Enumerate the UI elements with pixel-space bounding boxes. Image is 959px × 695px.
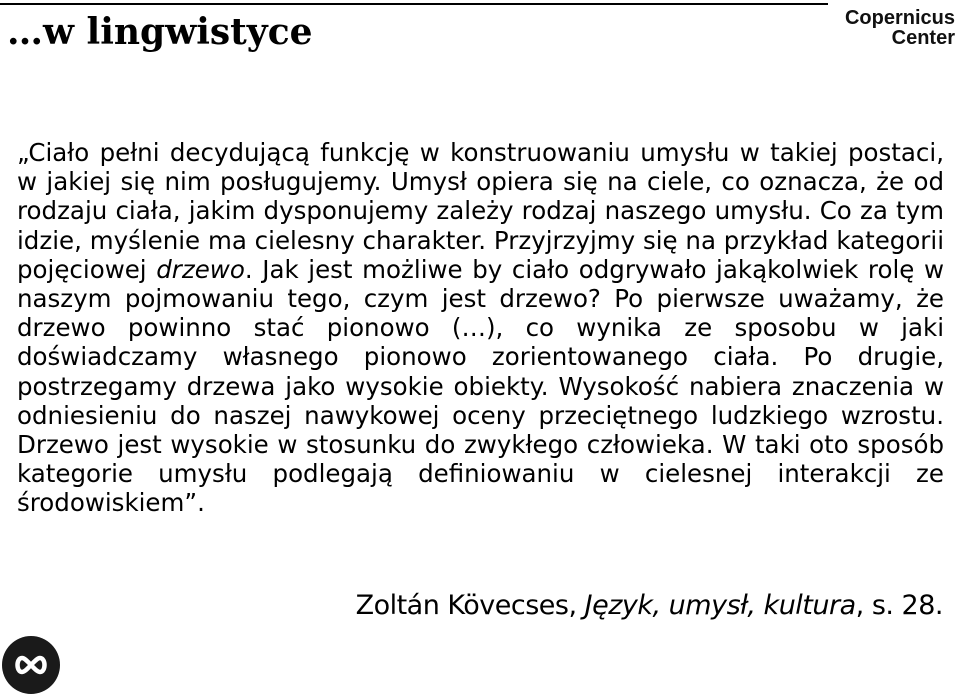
citation (356, 588, 943, 624)
citation-author: Zoltán Kövecses, (355, 590, 585, 621)
infinity-icon (13, 654, 49, 676)
infinity-badge-icon (2, 636, 60, 694)
page-title: …w lingwistyce (7, 11, 313, 53)
quote-paragraph (17, 138, 944, 518)
citation-work: Język, umysł, kultura (584, 590, 856, 621)
logo-line-1: Copernicus (844, 7, 955, 29)
top-rule (0, 3, 828, 5)
copernicus-center-logo (845, 8, 955, 48)
logo-line-2: Center (891, 27, 955, 49)
citation-pages: , s. 28. (855, 590, 943, 621)
quote-emphasis: drzewo (156, 254, 245, 284)
quote-text-part-1: „Ciało pełni decydującą funkcję w konstruowaniu umysłu w takiej postaci, w jakiej się nim posługujemy. Umysł opiera się na ciele, co oznacza, że od rodzaju ciała, jakim dysponujemy zależy rodzaj naszego umysłu. Co za tym idzie, myślenie ma cielesny charakter. Przyjrzyjmy się na przykład kategorii pojęciowej (17, 138, 944, 284)
quote-text-part-2: . Jak jest możliwe by ciało odgrywało jakąkolwiek rolę w naszym pojmowaniu tego, czym jest drzewo? Po pierwsze uważamy, że drzewo powinno stać pionowo (…), co wynika ze sposobu w jaki doświadczamy własnego pionowo zorientowanego ciała. Po drugie, postrzegamy drzewa jako wysokie obiekty. Wysokość nabiera znaczenia w odniesieniu do naszej nawykowej oceny przeciętnego ludzkiego wzrostu. Drzewo jest wysokie w stosunku do zwykłego człowieka. W taki oto sposób kategorie umysłu podlegają definiowaniu w cielesnej interakcji ze środowiskiem”. (17, 254, 944, 518)
